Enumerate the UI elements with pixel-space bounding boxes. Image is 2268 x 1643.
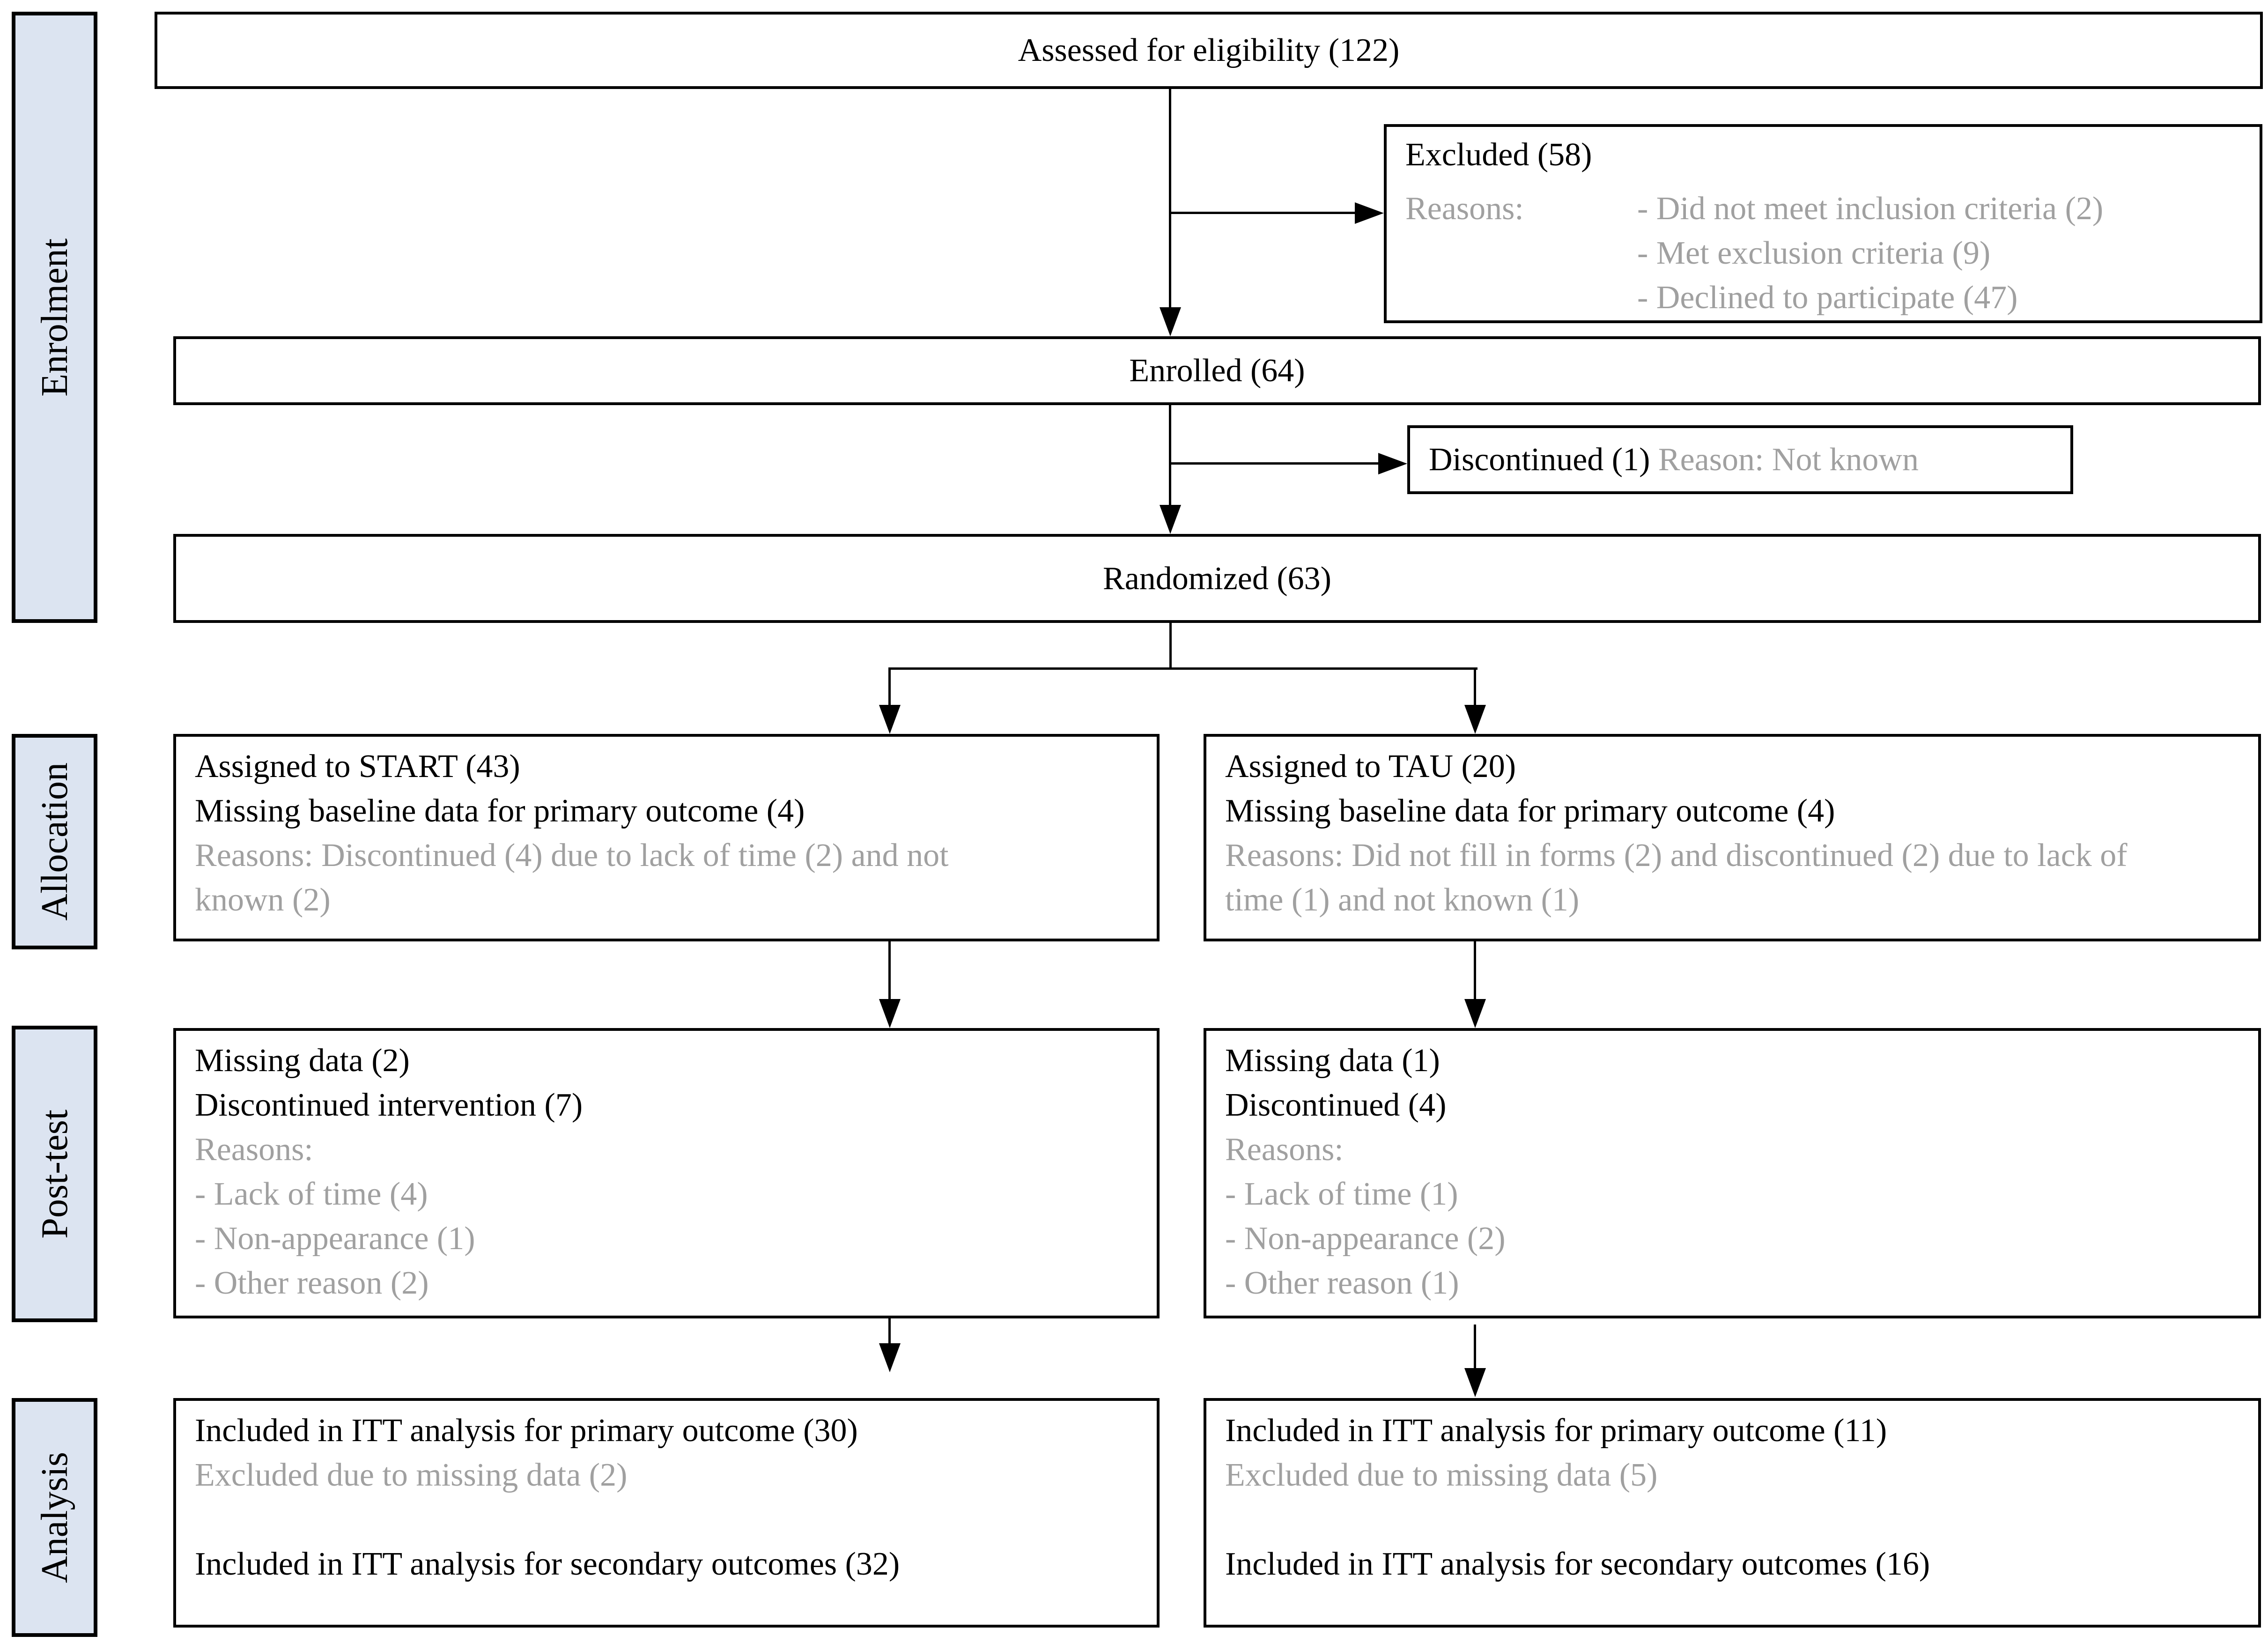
allocation-tau-line1: Assigned to TAU (20) [1225, 748, 1516, 784]
analysis-start-line1: Included in ITT analysis for primary outcome (30) [195, 1413, 858, 1449]
excluded-reasons [1405, 186, 2241, 320]
arrowhead-down-allocation-start [879, 705, 901, 734]
allocation-tau-line2: Missing baseline data for primary outcome (4) [1225, 793, 1835, 829]
spacer [195, 1497, 1138, 1542]
posttest-start-line1: Missing data (2) [195, 1043, 410, 1079]
posttest-start-reasons-label: Reasons: [195, 1132, 313, 1168]
stage-allocation-label: Allocation [34, 762, 75, 921]
connector-enrolled-randomized [1169, 405, 1171, 506]
spacer [1225, 1497, 2239, 1542]
arrowhead-down-randomized [1160, 505, 1181, 534]
excluded-reason-item: - Met exclusion criteria (9) [1637, 235, 1991, 271]
posttest-start-line2: Discontinued intervention (7) [195, 1087, 583, 1123]
discontinued-reason: Reason: Not known [1658, 442, 1919, 478]
analysis-tau-line3: Included in ITT analysis for secondary outcomes (16) [1225, 1546, 1930, 1582]
connector-allocation-posttest-tau [1474, 941, 1476, 1000]
posttest-tau-line2: Discontinued (4) [1225, 1087, 1447, 1123]
posttest-start-reason-item: - Non-appearance (1) [195, 1221, 475, 1257]
excluded-reason-item: - Did not meet inclusion criteria (2) [1637, 191, 2104, 227]
analysis-start-box [173, 1398, 1160, 1628]
randomized-box [173, 534, 2261, 623]
arrowhead-down-posttest-tau [1464, 999, 1486, 1028]
stage-enrolment-label: Enrolment [34, 238, 75, 397]
excluded-box [1384, 124, 2262, 323]
stage-analysis-label: Analysis [34, 1452, 75, 1583]
connector-assessed-enrolled [1169, 89, 1171, 309]
connector-randomized-split [1169, 623, 1172, 670]
arrowhead-right-discontinued [1378, 453, 1407, 474]
allocation-tau-reasons-2: time (1) and not known (1) [1225, 882, 1580, 918]
allocation-start-box [173, 734, 1160, 941]
stage-analysis [12, 1398, 97, 1637]
randomized-text: Randomized (63) [1103, 560, 1331, 597]
connector-branch-discontinued [1169, 462, 1381, 465]
allocation-start-reasons-2: known (2) [195, 882, 331, 918]
posttest-start-box [173, 1028, 1160, 1318]
posttest-tau-reason-item: - Non-appearance (2) [1225, 1221, 1506, 1257]
excluded-title: Excluded (58) [1405, 137, 1592, 173]
posttest-tau-reasons-label: Reasons: [1225, 1132, 1344, 1168]
allocation-tau-box [1204, 734, 2261, 941]
connector-allocation-posttest-start [888, 941, 891, 1000]
stage-posttest-label: Post-test [34, 1109, 75, 1239]
excluded-reason-item: - Declined to participate (47) [1637, 280, 2018, 316]
discontinued-text: Discontinued (1) [1429, 442, 1650, 478]
allocation-start-reasons-1: Reasons: Discontinued (4) due to lack of time (2) and not [195, 837, 949, 873]
arrowhead-down-posttest-start [879, 999, 901, 1028]
analysis-start-line2: Excluded due to missing data (2) [195, 1457, 628, 1493]
arrowhead-down-enrolled [1160, 307, 1181, 336]
stage-posttest [12, 1026, 97, 1322]
arrowhead-down-analysis-tau [1464, 1368, 1486, 1397]
analysis-tau-box [1204, 1398, 2261, 1628]
arrowhead-down-analysis-start [879, 1343, 901, 1372]
connector-posttest-analysis-start [888, 1318, 891, 1344]
allocation-start-line2: Missing baseline data for primary outcome (4) [195, 793, 805, 829]
posttest-tau-reason-item: - Lack of time (1) [1225, 1176, 1458, 1212]
analysis-start-line3: Included in ITT analysis for secondary outcomes (32) [195, 1546, 900, 1582]
connector-split-left [888, 667, 891, 705]
stage-allocation [12, 734, 97, 949]
assessed-box [155, 12, 2263, 89]
posttest-tau-reason-item: - Other reason (1) [1225, 1265, 1459, 1301]
posttest-start-reason-item: - Lack of time (4) [195, 1176, 428, 1212]
allocation-start-line1: Assigned to START (43) [195, 748, 520, 784]
posttest-start-reason-item: - Other reason (2) [195, 1265, 429, 1301]
allocation-tau-reasons-1: Reasons: Did not fill in forms (2) and discontinued (2) due to lack of [1225, 837, 2128, 873]
connector-branch-excluded [1169, 212, 1358, 214]
discontinued-box [1407, 425, 2073, 494]
assessed-text: Assessed for eligibility (122) [1018, 32, 1400, 68]
connector-posttest-analysis-tau [1474, 1325, 1476, 1369]
enrolled-text: Enrolled (64) [1129, 353, 1305, 389]
stage-enrolment [12, 12, 97, 623]
arrowhead-right-excluded [1355, 202, 1384, 224]
enrolled-box [173, 336, 2261, 405]
excluded-reasons-list [1637, 186, 2103, 320]
excluded-reasons-label: Reasons: [1405, 191, 1524, 227]
connector-split-horizontal [888, 667, 1478, 670]
analysis-tau-line1: Included in ITT analysis for primary outcome (11) [1225, 1413, 1887, 1449]
analysis-tau-line2: Excluded due to missing data (5) [1225, 1457, 1658, 1493]
posttest-tau-box [1204, 1028, 2261, 1318]
connector-split-right [1474, 667, 1476, 705]
arrowhead-down-allocation-tau [1464, 705, 1486, 734]
posttest-tau-line1: Missing data (1) [1225, 1043, 1440, 1079]
